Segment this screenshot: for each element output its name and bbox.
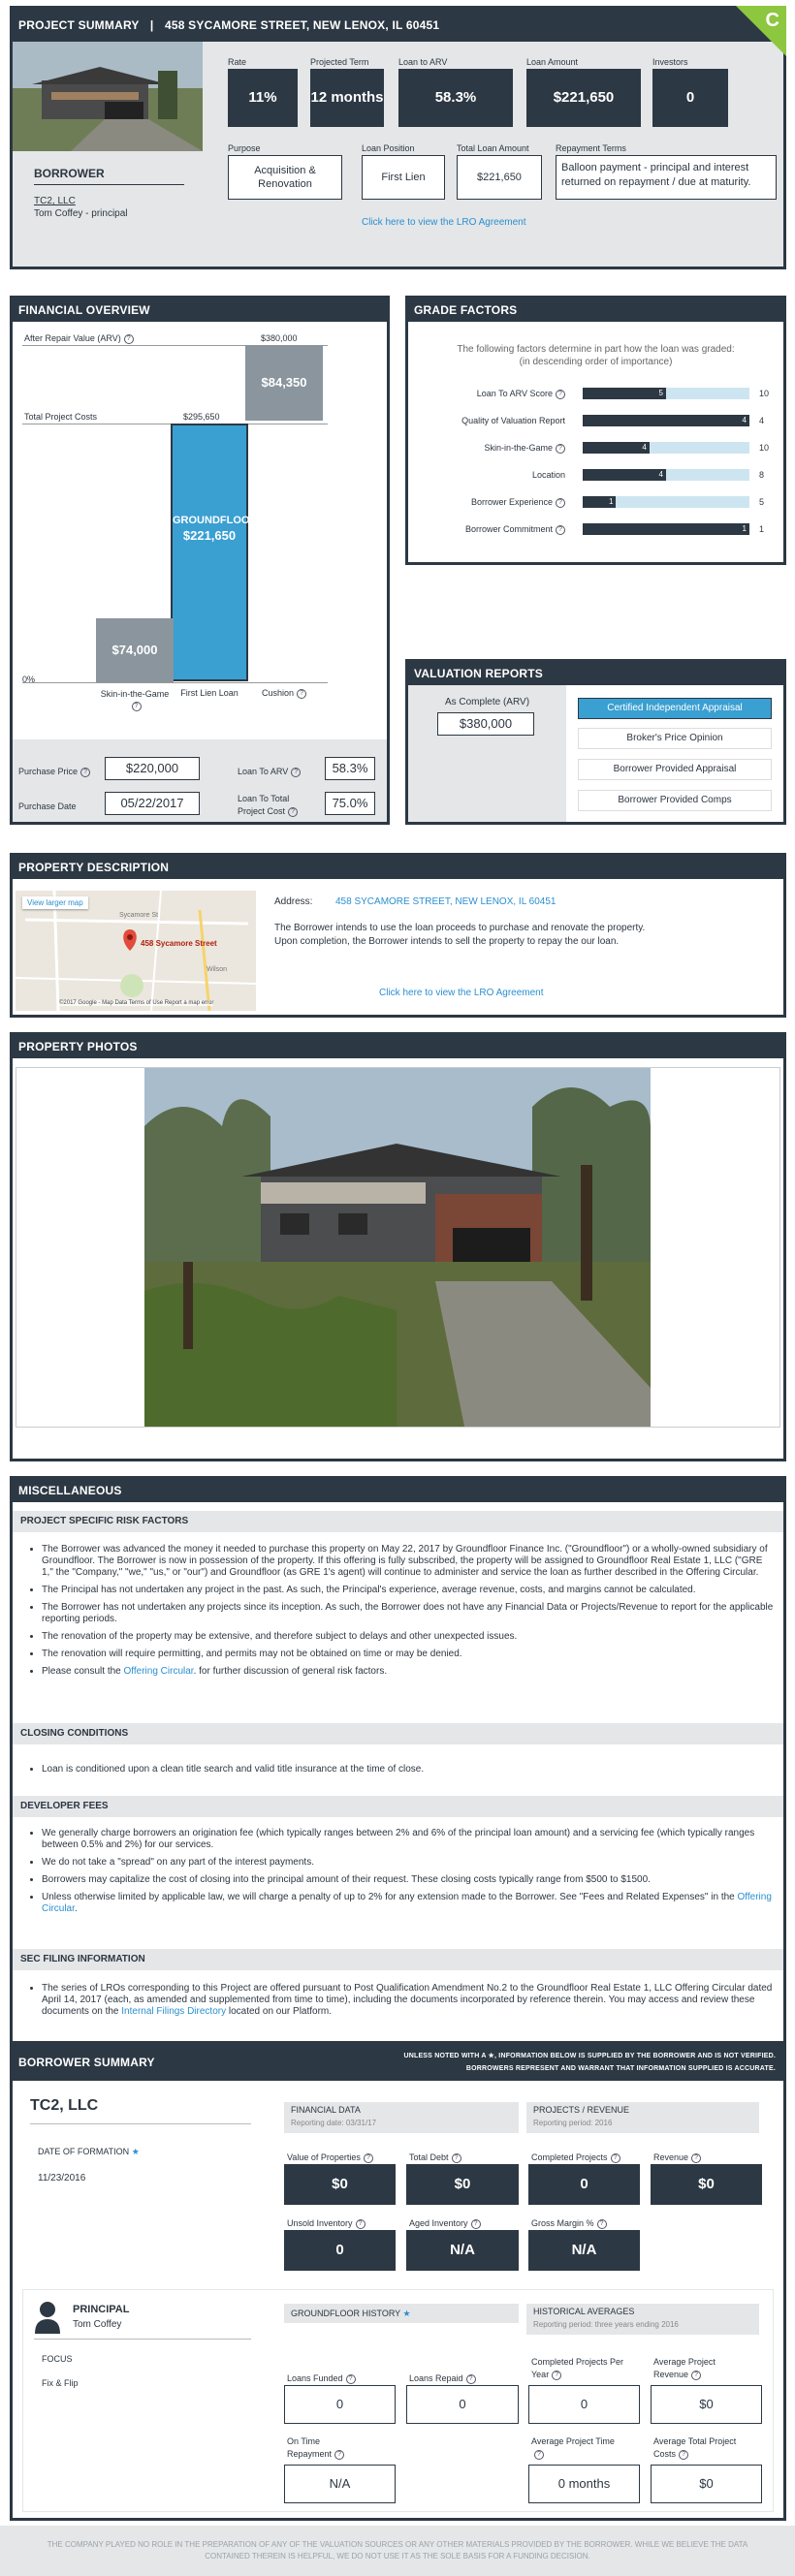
- aged-inventory-label: [409, 2218, 481, 2229]
- aged-inventory-label-text: Aged Inventory: [409, 2218, 468, 2228]
- borrower-principal: Tom Coffey - principal: [34, 208, 128, 219]
- revenue-value: $0: [651, 2164, 762, 2205]
- list-item: • We do not take a "spread" on any part of the interest payments.: [42, 1857, 774, 1869]
- help-icon[interactable]: ?: [556, 390, 565, 399]
- list-item: • Loan is conditioned upon a clean title search and valid title insurance at the time of close.: [42, 1764, 774, 1775]
- closing-conditions-list: [42, 1764, 774, 1781]
- list-item: • The Borrower was advanced the money it needed to purchase this property on May 22, 2017 by Groundfloor Finance Inc. ("Groundfloor") or a wholly-owned subsidiary of Groundfloor. The Borrower is now in possession of the property. If this offering is fully subscribed, the property will be assigned to Groundfloor Real Estate 1, LLC ("GRE 1," the "Company," "we," "us," or "our") and Groundfloor (as GRE 1's agent) will continue to administer and service the loan as further described in the Offering Circular.: [42, 1544, 774, 1579]
- grade-factor-label-text: Skin-in-the-Game: [484, 443, 553, 453]
- developer-fees-list: [42, 1828, 774, 1921]
- purchase-price-label-text: Purchase Price: [18, 767, 79, 776]
- grade-intro-1: The following factors determine in part how the loan was graded:: [457, 344, 735, 355]
- projects-per-year-value: 0: [528, 2385, 640, 2424]
- unsold-inventory-label: [287, 2218, 366, 2229]
- projects-per-year-label: [531, 2356, 628, 2381]
- grade-factor-label: [408, 524, 565, 535]
- projects-per-year-label-text: Completed Projects Per Year: [531, 2357, 624, 2379]
- total-loan-label: Total Loan Amount: [457, 143, 529, 153]
- avg-project-time-label: [531, 2435, 619, 2461]
- help-icon[interactable]: ?: [466, 2374, 476, 2384]
- ltpc-stat-label-text: Loan To Total Project Cost: [238, 794, 290, 816]
- footer-line-2: CONTAINED THEREIN IS HELPFUL, WE DO NOT USE IT AS THE SOLE BASIS FOR A FUNDING DECISION.: [205, 2552, 590, 2560]
- x-label-skin-text: Skin-in-the-Game: [100, 689, 170, 699]
- map-street-2: Wilson: [207, 966, 228, 973]
- grade-factors-panel: [405, 296, 786, 565]
- financial-overview-panel: [10, 296, 390, 825]
- list-item: • The Borrower has not undertaken any projects since its inception. As such, the Borrower does not have any Financial Data or Projects/Revenue to report for the applicable reporting periods.: [42, 1602, 774, 1625]
- proj-heading: PROJECTS / REVENUE: [533, 2105, 630, 2115]
- property-photo-frame: [16, 1067, 780, 1428]
- project-summary-panel: [10, 6, 786, 269]
- map-footer: ©2017 Google - Map Data Terms of Use Report a map error: [59, 1000, 214, 1006]
- property-description-panel: [10, 853, 786, 1018]
- avg-revenue-label: [653, 2356, 741, 2381]
- help-icon[interactable]: ?: [556, 525, 565, 535]
- loans-repaid-label-text: Loans Repaid: [409, 2373, 463, 2383]
- property-photos-title: PROPERTY PHOTOS: [13, 1035, 783, 1058]
- closing-conditions-heading: CLOSING CONDITIONS: [13, 1723, 783, 1744]
- fin-sub: Reporting date: 03/31/17: [291, 2119, 377, 2127]
- avg-project-time-value: 0 months: [528, 2465, 640, 2503]
- purchase-price-label: [18, 767, 90, 777]
- grade-factor-max: 5: [759, 497, 765, 507]
- principal-divider: [34, 2339, 251, 2340]
- list-item: [42, 1892, 774, 1915]
- loan-position-label: Loan Position: [362, 143, 415, 153]
- miscellaneous-panel: [10, 1476, 786, 2048]
- property-photos-panel: [10, 1032, 786, 1461]
- grade-factor-bar: [583, 415, 749, 426]
- value-properties-label-text: Value of Properties: [287, 2152, 361, 2162]
- borrower-company-name: TC2, LLC: [30, 2097, 99, 2114]
- grade-factor-max: 8: [759, 470, 765, 480]
- map-street-1: Sycamore St: [119, 912, 159, 919]
- proj-sub: Reporting period: 2016: [533, 2119, 613, 2127]
- grade-intro-2: (in descending order of importance): [519, 357, 673, 367]
- help-icon[interactable]: ?: [346, 2374, 356, 2384]
- grade-badge-letter: C: [765, 10, 779, 31]
- ltpc-stat-value: 75.0%: [325, 792, 375, 815]
- total-debt-value: $0: [406, 2164, 519, 2205]
- grade-factor-bar: [583, 442, 749, 454]
- help-icon[interactable]: ?: [556, 444, 565, 454]
- principal-name: Tom Coffey: [73, 2319, 122, 2330]
- help-icon[interactable]: ?: [452, 2153, 461, 2163]
- help-icon[interactable]: ?: [356, 2219, 366, 2229]
- on-time-repayment-label-text: On Time Repayment: [287, 2436, 333, 2459]
- unsold-inventory-label-text: Unsold Inventory: [287, 2218, 353, 2228]
- help-icon[interactable]: ?: [691, 2153, 701, 2163]
- help-icon[interactable]: ?: [297, 689, 306, 699]
- property-photo[interactable]: [144, 1068, 651, 1427]
- revenue-label: [653, 2152, 701, 2163]
- ltarv-label: Loan to ARV: [398, 57, 448, 67]
- lien-bar: [171, 424, 258, 681]
- property-description-title: PROPERTY DESCRIPTION: [13, 856, 783, 879]
- grade-factor-label: [408, 389, 565, 399]
- grade-factor-bar: [583, 496, 749, 508]
- footer-line-1: THE COMPANY PLAYED NO ROLE IN THE PREPARATION OF ANY OF THE VALUATION SOURCES OR ANY OTHER MATERIALS PROVIDED BY THE BORROWER. WHILE WE BELIEVE THE DATA: [47, 2540, 748, 2549]
- help-icon[interactable]: ?: [80, 768, 90, 777]
- grade-factor-fill: 1: [583, 523, 749, 535]
- grade-factor-max: 10: [759, 389, 770, 398]
- grade-factor-list: [408, 386, 783, 550]
- on-time-repayment-value: N/A: [284, 2465, 396, 2503]
- borrower-note-1: UNLESS NOTED WITH A ★, INFORMATION BELOW IS SUPPLIED BY THE BORROWER AND IS NOT VERIFIED.: [403, 2053, 776, 2059]
- consult-text-end: . for further discussion of general risk factors.: [193, 1666, 388, 1677]
- investors-value: 0: [652, 69, 728, 127]
- x-label-cushion-text: Cushion: [261, 688, 295, 698]
- grade-factor-row: [408, 467, 783, 485]
- avg-revenue-value: $0: [651, 2385, 762, 2424]
- grade-factor-bar: [583, 469, 749, 481]
- help-icon[interactable]: ?: [288, 807, 298, 817]
- help-icon[interactable]: ?: [597, 2219, 607, 2229]
- grade-factors-title: GRADE FACTORS: [408, 298, 783, 322]
- purpose-label: Purpose: [228, 143, 261, 153]
- avg-total-costs-value: $0: [651, 2465, 762, 2503]
- avg-total-costs-label-text: Average Total Project Costs: [653, 2436, 737, 2459]
- skin-bar: [96, 618, 174, 682]
- borrower-summary-title: BORROWER SUMMARY: [18, 2056, 155, 2069]
- ltarv-stat-label-text: Loan To ARV: [238, 767, 289, 776]
- hist-sub: Reporting period: three years ending 2016: [533, 2320, 679, 2329]
- grade-factor-row: [408, 386, 783, 403]
- ltarv-value: 58.3%: [398, 69, 513, 127]
- help-icon[interactable]: ?: [291, 768, 301, 777]
- verified-star-icon: ★: [131, 2147, 140, 2156]
- ltarv-stat-label: [238, 767, 301, 777]
- footer-disclaimer: [0, 2526, 795, 2576]
- sec-filing-text-end: located on our Platform.: [226, 2006, 333, 2017]
- term-value: 12 months: [310, 69, 384, 127]
- help-icon[interactable]: ?: [556, 498, 565, 508]
- zero-line: [22, 682, 328, 683]
- verified-star-icon: ★: [402, 2309, 411, 2318]
- unsold-inventory-value: 0: [284, 2230, 396, 2271]
- cushion-bar-value: $84,350: [261, 375, 307, 390]
- financial-overview-title: FINANCIAL OVERVIEW: [13, 298, 387, 322]
- term-label: Projected Term: [310, 57, 369, 67]
- grade-factor-fill: 1: [583, 496, 616, 508]
- help-icon[interactable]: ?: [132, 702, 142, 711]
- grade-factor-fill: 4: [583, 442, 650, 454]
- tpc-label: Total Project Costs: [24, 412, 98, 422]
- value-properties-label: [287, 2152, 373, 2163]
- completed-projects-value: 0: [528, 2164, 640, 2205]
- list-item: [42, 1983, 774, 2018]
- gross-margin-value: N/A: [528, 2230, 640, 2271]
- completed-projects-label-text: Completed Projects: [531, 2152, 608, 2162]
- project-summary-header: PROJECT SUMMARY | 458 SYCAMORE STREET, NEW LENOX, IL 60451: [13, 9, 783, 42]
- help-icon[interactable]: ?: [534, 2450, 544, 2460]
- history-heading: [291, 2309, 411, 2319]
- grade-factor-label: [408, 497, 565, 508]
- list-item: • The renovation will require permitting, and permits may not be obtained on time or may be denied.: [42, 1649, 774, 1660]
- ltarv-stat-value: 58.3%: [325, 757, 375, 780]
- arv-label-text: After Repair Value (ARV): [24, 333, 121, 343]
- map-larger-button[interactable]: View larger map: [22, 896, 88, 909]
- ltpc-stat-label: [238, 793, 315, 818]
- dof-value: 11/23/2016: [38, 2173, 86, 2183]
- principal-heading: PRINCIPAL: [73, 2304, 130, 2315]
- project-summary-title: PROJECT SUMMARY: [18, 18, 140, 32]
- total-debt-label-text: Total Debt: [409, 2152, 449, 2162]
- miscellaneous-title: MISCELLANEOUS: [13, 1479, 783, 1502]
- help-icon[interactable]: ?: [364, 2153, 373, 2163]
- aged-inventory-value: N/A: [406, 2230, 519, 2271]
- developer-fees-heading: DEVELOPER FEES: [13, 1796, 783, 1817]
- as-complete-label: As Complete (ARV): [444, 697, 530, 707]
- loans-funded-label-text: Loans Funded: [287, 2373, 343, 2383]
- user-icon: [35, 2301, 60, 2334]
- borrower-summary-panel: [10, 2041, 786, 2521]
- fin-heading: FINANCIAL DATA: [291, 2105, 361, 2115]
- report-borrower-appraisal[interactable]: Borrower Provided Appraisal: [578, 759, 772, 780]
- cushion-top-label: $380,000: [261, 333, 298, 343]
- report-borrower-comps[interactable]: Borrower Provided Comps: [578, 790, 772, 811]
- repayment-value: Balloon payment - principal and interest returned on repayment / due at maturity.: [556, 155, 777, 200]
- valuation-reports-title: VALUATION REPORTS: [408, 662, 783, 685]
- total-loan-value: $221,650: [457, 155, 542, 200]
- borrower-note-2: BORROWERS REPRESENT AND WARRANT THAT INFORMATION SUPPLIED IS ACCURATE.: [465, 2065, 776, 2072]
- hist-heading: HISTORICAL AVERAGES: [533, 2307, 635, 2316]
- completed-projects-label: [531, 2152, 620, 2163]
- loans-funded-value: 0: [284, 2385, 396, 2424]
- grade-factor-row: [408, 494, 783, 512]
- consult-text: Please consult the: [42, 1666, 124, 1677]
- total-debt-label: [409, 2152, 461, 2163]
- help-icon[interactable]: ?: [334, 2450, 344, 2460]
- avg-revenue-label-text: Average Project Revenue: [653, 2357, 716, 2379]
- grade-factor-row: [408, 521, 783, 539]
- valuation-reports-panel: [405, 659, 786, 825]
- dof-label: [38, 2147, 140, 2157]
- rate-label: Rate: [228, 57, 247, 67]
- offering-circular-link[interactable]: Offering Circular: [123, 1666, 194, 1677]
- help-icon[interactable]: ?: [691, 2371, 701, 2380]
- risk-factors-list: [42, 1544, 774, 1683]
- history-heading-text: GROUNDFLOOR HISTORY: [291, 2309, 401, 2318]
- help-icon[interactable]: ?: [611, 2153, 620, 2163]
- grade-factor-label: Location: [531, 470, 565, 480]
- property-lro-link[interactable]: Click here to view the LRO Agreement: [379, 988, 544, 998]
- loans-repaid-label: [409, 2373, 476, 2384]
- grade-factor-row: [408, 440, 783, 457]
- focus-label: FOCUS: [42, 2354, 73, 2364]
- grade-factor-label-text: Borrower Commitment: [464, 524, 553, 534]
- loan-amount-label: Loan Amount: [526, 57, 579, 67]
- property-thumbnail[interactable]: [13, 42, 203, 151]
- address-label: Address:: [274, 896, 313, 907]
- loan-position-value: First Lien: [362, 155, 445, 200]
- address-link[interactable]: 458 SYCAMORE STREET, NEW LENOX, IL 60451: [335, 896, 556, 907]
- loans-repaid-value: 0: [406, 2385, 519, 2424]
- borrower-heading: BORROWER: [34, 167, 105, 180]
- focus-value: Fix & Flip: [42, 2378, 79, 2388]
- grade-factor-bar: [583, 388, 749, 399]
- gross-margin-label: [531, 2218, 607, 2229]
- purchase-date-label: Purchase Date: [18, 801, 77, 811]
- arv-label: [24, 333, 134, 344]
- list-item: • The Principal has not undertaken any project in the past. As such, the Principal's experience, average revenue, costs, and margins cannot be calculated.: [42, 1585, 774, 1596]
- avg-total-costs-label: [653, 2435, 741, 2461]
- lien-bar-name: GROUNDFLOOR: [173, 515, 258, 526]
- project-address: 458 SYCAMORE STREET, NEW LENOX, IL 60451: [165, 18, 440, 32]
- risk-factors-heading: PROJECT SPECIFIC RISK FACTORS: [13, 1511, 783, 1532]
- property-description-text: The Borrower intends to use the loan proceeds to purchase and renovate the property. Upon completion, the Borrower intends to sell the property to repay the our loan.: [274, 923, 646, 947]
- loan-amount-value: $221,650: [526, 69, 641, 127]
- borrower-summary-header: [13, 2044, 783, 2081]
- help-icon[interactable]: ?: [679, 2450, 688, 2460]
- grade-factor-max: 10: [759, 443, 770, 453]
- grade-factor-label-text: Loan To ARV Score: [476, 389, 553, 398]
- grade-factor-fill: 4: [583, 415, 749, 426]
- grade-factor-label-text: Borrower Experience: [470, 497, 553, 507]
- report-certified[interactable]: Certified Independent Appraisal: [578, 698, 772, 719]
- list-item: • Borrowers may capitalize the cost of closing into the principal amount of their request. These closing costs typically range from $500 to $1500.: [42, 1874, 774, 1886]
- x-label-lien: First Lien Loan: [180, 688, 238, 698]
- lro-agreement-link[interactable]: Click here to view the LRO Agreement: [362, 217, 526, 228]
- value-properties-value: $0: [284, 2164, 396, 2205]
- grade-factor-fill: 4: [583, 469, 666, 481]
- grade-factor-label: [408, 443, 565, 454]
- gross-margin-label-text: Gross Margin %: [531, 2218, 594, 2228]
- avg-project-time-label-text: Average Project Time: [531, 2436, 615, 2446]
- rate-value: 11%: [228, 69, 298, 127]
- map-pin-label: 458 Sycamore Street: [141, 939, 217, 948]
- dev-fee-text: Unless otherwise limited by applicable law, we will charge a penalty of up to 2% for any extension made to the Borrower. See "Fees and Related Expenses" in the: [42, 1892, 738, 1902]
- cushion-bar: [245, 345, 323, 421]
- purchase-date-value: 05/22/2017: [105, 792, 200, 815]
- company-divider: [30, 2123, 251, 2124]
- borrower-name-link[interactable]: TC2, LLC: [34, 196, 76, 206]
- report-bpo[interactable]: Broker's Price Opinion: [578, 728, 772, 749]
- help-icon[interactable]: ?: [552, 2371, 561, 2380]
- list-item: • We generally charge borrowers an origination fee (which typically ranges between 2% and 6% of the principal loan amount) and a servicing fee (which typically ranges between 0.5% and 2%) for our services.: [42, 1828, 774, 1851]
- grade-factor-max: 1: [759, 524, 765, 534]
- on-time-repayment-label: [287, 2435, 365, 2461]
- lien-top-label: $295,650: [183, 412, 220, 422]
- internal-filings-link[interactable]: Internal Filings Directory: [121, 2006, 227, 2017]
- grade-factor-max: 4: [759, 416, 765, 425]
- as-complete-value: $380,000: [437, 712, 534, 736]
- loans-funded-label: [287, 2373, 356, 2384]
- grade-factor-label: Quality of Valuation Report: [461, 416, 565, 425]
- borrower-divider: [34, 184, 184, 185]
- list-item: [42, 1666, 774, 1678]
- sec-filing-text: The series of LROs corresponding to this Project are offered pursuant to Post Qualification Amendment No.2 to the Groundfloor Real Estate 1, LLC Offering Circular dated April 14, 2017 (each, as amended and supplemented from time to time), including the documents incorporated by reference therein. You may access and review these documents on the: [42, 1983, 773, 2017]
- repayment-label: Repayment Terms: [556, 143, 626, 153]
- sec-filing-list: [42, 1983, 774, 2024]
- grade-factor-row: [408, 413, 783, 430]
- zero-label: 0%: [22, 675, 36, 684]
- grade-factor-bar: [583, 523, 749, 535]
- dof-label-text: DATE OF FORMATION: [38, 2147, 130, 2156]
- sec-filing-heading: SEC FILING INFORMATION: [13, 1949, 783, 1970]
- purpose-value: Acquisition & Renovation: [228, 155, 342, 200]
- dev-fee-text-end: .: [74, 1903, 78, 1914]
- list-item: • The renovation of the property may be extensive, and therefore subject to delays and other unexpected issues.: [42, 1631, 774, 1643]
- grade-factor-fill: 5: [583, 388, 666, 399]
- investors-label: Investors: [652, 57, 688, 67]
- revenue-label-text: Revenue: [653, 2152, 689, 2162]
- skin-bar-value: $74,000: [111, 643, 158, 657]
- offering-circular-link[interactable]: Offering Circular: [42, 1892, 772, 1914]
- x-label-skin: [96, 688, 174, 711]
- purchase-price-value: $220,000: [105, 757, 200, 780]
- help-icon[interactable]: ?: [124, 334, 134, 344]
- lien-bar-value: $221,650: [182, 528, 237, 543]
- x-label-cushion: [245, 688, 323, 699]
- help-icon[interactable]: ?: [471, 2219, 481, 2229]
